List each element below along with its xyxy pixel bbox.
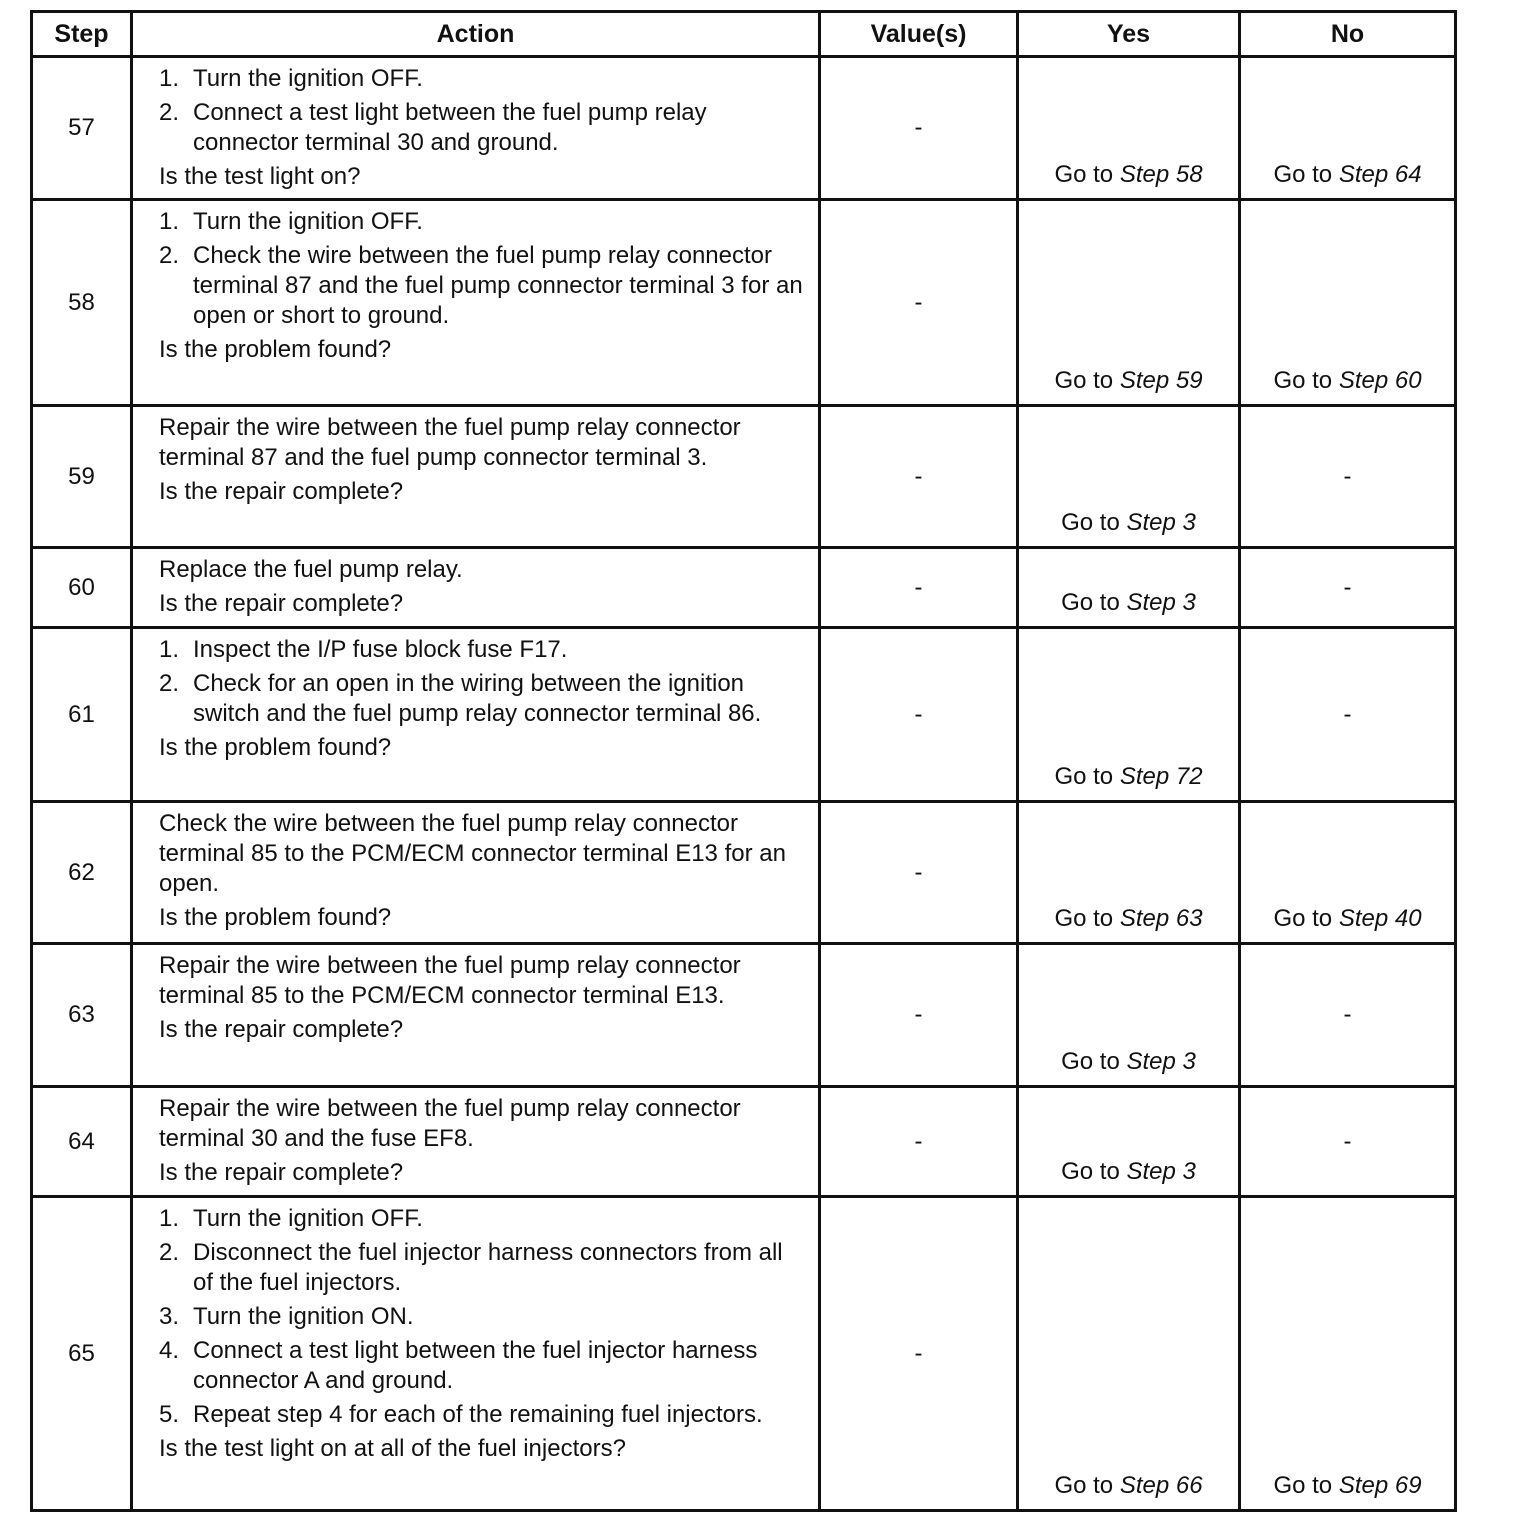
yes-step-link[interactable]: Step 63 <box>1119 905 1203 932</box>
yes-cell: Go to Step 63 <box>1018 802 1240 944</box>
value-cell: - <box>820 1087 1018 1197</box>
step-number: 63 <box>32 944 132 1087</box>
step-number: 62 <box>32 802 132 944</box>
list-item: 2. Disconnect the fuel injector harness connectors from all of the fuel injectors. <box>159 1239 783 1296</box>
action-cell <box>132 548 820 628</box>
question-text: Is the problem found? <box>159 904 392 931</box>
question-text: Is the repair complete? <box>159 1016 404 1043</box>
yes-cell: Go to Step 3 <box>1018 406 1240 548</box>
value-cell: - <box>820 802 1018 944</box>
value-cell: - <box>820 628 1018 802</box>
step-number: 60 <box>32 548 132 628</box>
no-step-link[interactable]: Step 69 <box>1338 1472 1422 1499</box>
step-number: 57 <box>32 57 132 200</box>
action-text: Repair the wire between the fuel pump relay connector terminal 30 and the fuse EF8. <box>159 1095 741 1152</box>
yes-step-link[interactable]: Step 66 <box>1119 1472 1203 1499</box>
header-action: Action <box>132 12 820 57</box>
no-step-link[interactable]: Step 64 <box>1338 161 1422 188</box>
action-cell <box>132 944 820 1087</box>
question-text: Is the problem found? <box>159 734 392 761</box>
no-cell: Go to Step 40 <box>1240 802 1456 944</box>
no-cell: - <box>1240 628 1456 802</box>
yes-cell: Go to Step 3 <box>1018 548 1240 628</box>
list-item: 4. Connect a test light between the fuel injector harness connector A and ground. <box>159 1337 758 1394</box>
step-number: 58 <box>32 200 132 406</box>
value-cell: - <box>820 406 1018 548</box>
value-cell: - <box>820 57 1018 200</box>
step-number: 65 <box>32 1197 132 1511</box>
value-cell: - <box>820 200 1018 406</box>
list-item: 1. Turn the ignition OFF. <box>159 65 423 92</box>
header-values: Value(s) <box>820 12 1018 57</box>
table-row <box>32 628 1456 802</box>
table-row <box>32 548 1456 628</box>
action-cell <box>132 1087 820 1197</box>
list-item: 1. Inspect the I/P fuse block fuse F17. <box>159 636 568 663</box>
action-text: Replace the fuel pump relay. <box>159 556 463 583</box>
table-row <box>32 200 1456 406</box>
list-item: 1. Turn the ignition OFF. <box>159 208 423 235</box>
no-cell: Go to Step 60 <box>1240 200 1456 406</box>
header-step: Step <box>32 12 132 57</box>
table-row <box>32 57 1456 200</box>
no-cell: Go to Step 64 <box>1240 57 1456 200</box>
action-cell <box>132 406 820 548</box>
list-item: 2. Check for an open in the wiring between the ignition switch and the fuel pump relay connector terminal 86. <box>159 670 762 727</box>
yes-step-link[interactable]: Step 3 <box>1126 509 1196 536</box>
no-cell: - <box>1240 944 1456 1087</box>
list-item: 2. Check the wire between the fuel pump relay connector terminal 87 and the fuel pump connector terminal 3 for an open or short to ground. <box>159 242 803 329</box>
action-text: Check the wire between the fuel pump relay connector terminal 85 to the PCM/ECM connector terminal E13 for an open. <box>159 810 786 897</box>
yes-step-link[interactable]: Step 58 <box>1119 161 1203 188</box>
step-number: 64 <box>32 1087 132 1197</box>
no-cell: - <box>1240 548 1456 628</box>
header-yes: Yes <box>1018 12 1240 57</box>
header-no: No <box>1240 12 1456 57</box>
yes-step-link[interactable]: Step 3 <box>1126 1158 1196 1185</box>
header-row <box>32 12 1456 57</box>
step-number: 61 <box>32 628 132 802</box>
yes-step-link[interactable]: Step 3 <box>1126 1048 1196 1075</box>
yes-step-link[interactable]: Step 59 <box>1119 367 1203 394</box>
list-item: 1. Turn the ignition OFF. <box>159 1205 423 1232</box>
no-step-link[interactable]: Step 60 <box>1338 367 1422 394</box>
table-row <box>32 406 1456 548</box>
step-number: 59 <box>32 406 132 548</box>
question-text: Is the repair complete? <box>159 1159 404 1186</box>
yes-cell: Go to Step 59 <box>1018 200 1240 406</box>
list-item: 2. Connect a test light between the fuel pump relay connector terminal 30 and ground. <box>159 99 707 156</box>
value-cell: - <box>820 944 1018 1087</box>
no-cell: Go to Step 69 <box>1240 1197 1456 1511</box>
action-cell <box>132 200 820 406</box>
value-cell: - <box>820 548 1018 628</box>
yes-cell: Go to Step 58 <box>1018 57 1240 200</box>
action-text: Repair the wire between the fuel pump relay connector terminal 87 and the fuel pump connector terminal 3. <box>159 414 741 471</box>
question-text: Is the repair complete? <box>159 590 404 617</box>
yes-step-link[interactable]: Step 3 <box>1126 589 1196 616</box>
list-item: 3. Turn the ignition ON. <box>159 1303 414 1330</box>
question-text: Is the test light on? <box>159 163 361 190</box>
no-cell: - <box>1240 1087 1456 1197</box>
diagnostic-table <box>30 10 1457 1512</box>
table-row <box>32 802 1456 944</box>
action-text: Repair the wire between the fuel pump relay connector terminal 85 to the PCM/ECM connector terminal E13. <box>159 952 741 1009</box>
value-cell: - <box>820 1197 1018 1511</box>
question-text: Is the problem found? <box>159 336 392 363</box>
question-text: Is the test light on at all of the fuel injectors? <box>159 1435 626 1462</box>
table-row <box>32 1197 1456 1511</box>
yes-cell: Go to Step 66 <box>1018 1197 1240 1511</box>
action-cell <box>132 628 820 802</box>
no-cell: - <box>1240 406 1456 548</box>
table-row <box>32 944 1456 1087</box>
action-cell <box>132 1197 820 1511</box>
yes-cell: Go to Step 3 <box>1018 944 1240 1087</box>
yes-cell: Go to Step 3 <box>1018 1087 1240 1197</box>
question-text: Is the repair complete? <box>159 478 404 505</box>
yes-cell: Go to Step 72 <box>1018 628 1240 802</box>
table-row <box>32 1087 1456 1197</box>
action-cell <box>132 57 820 200</box>
yes-step-link[interactable]: Step 72 <box>1119 763 1203 790</box>
action-cell <box>132 802 820 944</box>
no-step-link[interactable]: Step 40 <box>1338 905 1422 932</box>
list-item: 5. Repeat step 4 for each of the remaining fuel injectors. <box>159 1401 763 1428</box>
